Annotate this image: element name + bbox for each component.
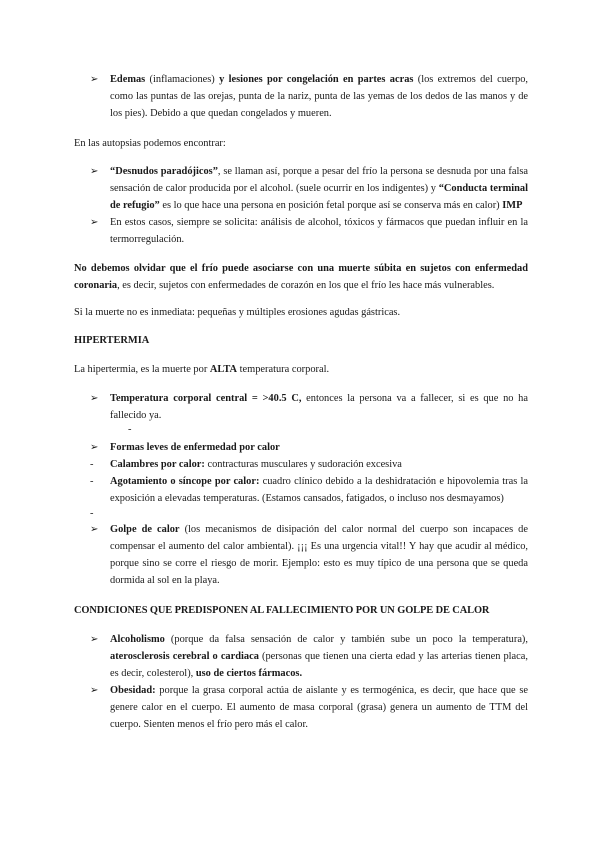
condiciones-heading: CONDICIONES QUE PREDISPONEN AL FALLECIMIENTO POR UN GOLPE DE CALOR [74,605,490,616]
bullet-edemas-text: Edemas (inflamaciones) y lesiones por congelación en partes acras (los extremos del cuerpo, como las puntas de las orejas, punta de la nariz, punta de las yemas de los dedos de las manos y de los pies). Debido a que quedan congelados y mueren. [110,74,528,119]
bullet-golpe-calor [92,521,528,589]
arrow-bullet-icon: ➢ [90,634,99,645]
arrow-bullet-icon: ➢ [90,74,99,85]
dash-agotamiento [92,473,528,507]
dash-calambres-text: Calambres por calor: contracturas musculares y sudoración excesiva [110,459,402,470]
arrow-bullet-icon: ➢ [90,524,99,535]
bullet-obesidad-text: Obesidad: porque la grasa corporal actúa de aislante y es termogénica, es decir, que hace que se genere calor en el cuerpo. El aumento de masa corporal (grasa) genera un aumento de TTM del cuerpo. Sienten menos el frío pero más el calor. [110,685,528,730]
no-olvidar-paragraph: No debemos olvidar que el frío puede asociarse con una muerte súbita en sujetos con enfermedad coronaria, es decir, sujetos con enfermedades de corazón en los que el frío les hace más vulnerables. [74,263,528,291]
bullet-obesidad [92,682,528,733]
bullet-temperatura-text: Temperatura corporal central = >40.5 C, entonces la persona va a fallecer, si es que no ha fallecido ya. [110,393,528,421]
bullet-desnudos [92,163,528,214]
hipertermia-heading: HIPERTERMIA [74,335,150,346]
bullet-alcoholismo [92,631,528,682]
dash-agotamiento-text: Agotamiento o síncope por calor: cuadro clínico debido a la deshidratación e hipovolemia tras la exposición a elevadas temperaturas. (Estamos cansados, fatigados, o incluso nos desmayamos) [110,476,528,504]
arrow-bullet-icon: ➢ [90,166,99,177]
muerte-no-inmediata: Si la muerte no es inmediata: pequeñas y múltiples erosiones agudas gástricas. [74,307,401,318]
bullet-formas-leves-text: Formas leves de enfermedad por calor [110,442,280,453]
arrow-bullet-icon: ➢ [90,685,99,696]
bullet-analisis-text: En estos casos, siempre se solicita: análisis de alcohol, tóxicos y fármacos que puedan influir en la termorregulación. [110,217,528,245]
arrow-bullet-icon: ➢ [90,442,99,453]
bullet-temperatura [92,390,528,424]
dash-bullet: - [90,476,94,487]
autopsias-intro: En las autopsias podemos encontrar: [74,138,226,149]
bullet-desnudos-text: “Desnudos paradójicos”, se llaman así, porque a pesar del frío la persona se desnuda por una falsa sensación de calor producida por el alcohol. (suele ocurrir en los indigentes) y “Conducta terminal de refugio” es lo que hace una persona en posición fetal porque así se conserva más en calor) IMP [110,166,529,211]
bullet-analisis [92,214,528,248]
bullet-golpe-calor-text: Golpe de calor (los mecanismos de disipación del calor normal del cuerpo son incapaces de compensar el aumento del calor ambiental). ¡¡¡ Es una urgencia vital!! Y hay que acudir al médico, porque sino se corre el riesgo de morir. Ejemplo: esto es muy típico de una persona que se queda dormida al sol en la playa. [110,524,528,586]
bullet-edemas [92,71,528,122]
arrow-bullet-icon: ➢ [90,217,99,228]
empty-dash-bullet: - [90,508,94,519]
arrow-bullet-icon: ➢ [90,393,99,404]
dash-bullet: - [90,459,94,470]
dash-calambres [92,456,528,473]
bullet-formas-leves [92,439,528,456]
hipertermia-definition: La hipertermia, es la muerte por ALTA temperatura corporal. [74,364,330,375]
bullet-alcoholismo-text: Alcoholismo (porque da falsa sensación de calor y también sube un poco la temperatura), aterosclerosis cerebral o cardiaca (personas que tienen una cierta edad y las arterias tienen placa, es decir, colesterol), uso de ciertos fármacos. [110,634,528,679]
stray-dash: - [128,424,132,435]
